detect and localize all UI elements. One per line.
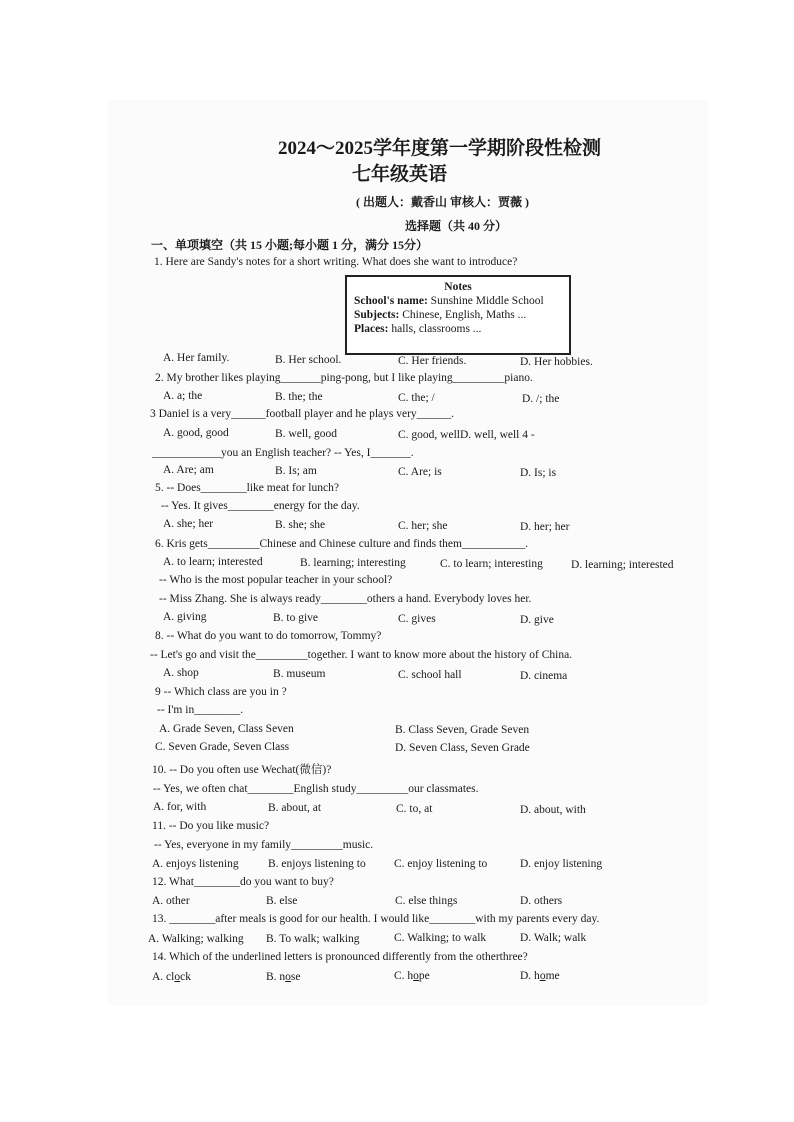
option-c-suffix: pe: [418, 970, 430, 982]
question-11-stem-1: 11. -- Do you like music?: [152, 820, 270, 832]
question-5-option-c: C. her; she: [398, 520, 448, 532]
question-14-option-d: [520, 970, 560, 982]
question-11-stem-2: -- Yes, everyone in my family_________music.: [154, 839, 374, 851]
exam-subtitle: 七年级英语: [352, 164, 448, 185]
question-10-stem-2: -- Yes, we often chat________English study_________our classmates.: [153, 783, 479, 795]
option-b-underlined-letter: o: [285, 971, 291, 983]
question-7-option-d: D. give: [520, 614, 554, 626]
exam-authors: ( 出题人：戴香山 审核人：贾薇 ): [356, 195, 529, 209]
question-12-option-d: D. others: [520, 895, 563, 907]
question-12-option-a: A. other: [152, 895, 190, 907]
question-6-stem: 6. Kris gets_________Chinese and Chinese culture and finds them___________.: [155, 538, 529, 550]
section-type: 选择题（共 40 分）: [405, 219, 508, 233]
question-2-option-b: B. the; the: [275, 391, 323, 403]
question-8-option-b: B. museum: [273, 668, 326, 680]
question-9-option-d: D. Seven Class, Seven Grade: [395, 742, 530, 754]
question-8-stem-2: -- Let's go and visit the_________together. I want to know more about the history of China.: [150, 649, 573, 661]
question-14-option-c: [394, 970, 430, 982]
question-14-option-b: [266, 971, 301, 983]
question-2-option-c: C. the; /: [398, 392, 435, 404]
question-11-option-c: C. enjoy listening to: [394, 858, 488, 870]
question-5-option-a: A. she; her: [163, 518, 214, 530]
question-10-stem-1: 10. -- Do you often use Wechat(微信)?: [152, 764, 332, 776]
notes-subjects-label: Subjects:: [354, 309, 400, 321]
question-3-option-b: B. well, good: [275, 428, 337, 440]
question-12-option-c: C. else things: [395, 895, 458, 907]
question-11-option-a: A. enjoys listening: [152, 858, 239, 870]
question-6-option-c: C. to learn; interesting: [440, 558, 543, 570]
question-1-stem: 1. Here are Sandy's notes for a short writing. What does she want to introduce?: [154, 256, 518, 268]
option-c-prefix: C. h: [394, 970, 414, 982]
option-a-suffix: ck: [180, 971, 191, 983]
question-13-stem: 13. ________after meals is good for our health. I would like________with my parents every day.: [152, 913, 600, 925]
question-1-option-a: A. Her family.: [163, 352, 230, 364]
question-14-stem: 14. Which of the underlined letters is pronounced differently from the otherthree?: [152, 951, 528, 963]
option-b-prefix: B. n: [266, 971, 286, 983]
question-1-option-c: C. Her friends.: [398, 355, 467, 367]
question-4-option-b: B. Is; am: [275, 465, 317, 477]
question-12-stem: 12. What________do you want to buy?: [152, 876, 334, 888]
question-7-option-b: B. to give: [273, 612, 319, 624]
question-4-stem: ____________you an English teacher? -- Yes, I_______.: [152, 447, 414, 459]
option-d-prefix: D. h: [520, 970, 540, 982]
question-9-stem-1: 9 -- Which class are you in ?: [155, 686, 287, 698]
question-8-option-a: A. shop: [163, 667, 199, 679]
question-7-option-c: C. gives: [398, 613, 436, 625]
question-9-option-c: C. Seven Grade, Seven Class: [155, 741, 290, 753]
notes-subjects-value: Chinese, English, Maths ...: [399, 309, 527, 321]
question-4-option-c: C. Are; is: [398, 466, 442, 478]
question-8-stem-1: 8. -- What do you want to do tomorrow, Tommy?: [155, 630, 382, 642]
question-8-option-c: C. school hall: [398, 669, 462, 681]
question-11-option-d: D. enjoy listening: [520, 858, 603, 870]
question-10-option-c: C. to, at: [396, 803, 433, 815]
question-13-option-a: A. Walking; walking: [148, 933, 244, 945]
question-14-option-a: [152, 971, 191, 983]
option-b-suffix: se: [290, 971, 301, 983]
option-a-prefix: A. cl: [152, 971, 175, 983]
question-2-option-d: D. /; the: [522, 393, 560, 405]
option-a-underlined-letter: o: [174, 971, 181, 983]
question-3-option-a: A. good, good: [163, 427, 229, 439]
notes-title: Notes: [444, 281, 472, 293]
notes-places-row: [354, 323, 569, 335]
notes-school-value: Sunshine Middle School: [427, 295, 544, 307]
question-11-option-b: B. enjoys listening to: [268, 858, 366, 870]
question-13-option-d: D. Walk; walk: [520, 932, 587, 944]
section-title: 一、单项填空（共 15 小题;每小题 1 分，满分 15分）: [151, 238, 428, 252]
notes-school-label: School's name:: [354, 295, 428, 307]
question-6-option-a: A. to learn; interested: [163, 556, 263, 568]
question-6-option-d: D. learning; interested: [571, 559, 674, 571]
question-7-option-a: A. giving: [163, 611, 207, 623]
question-5-option-d: D. her; her: [520, 521, 570, 533]
question-1-option-b: B. Her school.: [275, 354, 342, 366]
question-4-option-a: A. Are; am: [163, 464, 214, 476]
question-2-stem: 2. My brother likes playing_______ping-pong, but I like playing_________piano.: [155, 372, 533, 384]
question-9-option-a: A. Grade Seven, Class Seven: [159, 723, 294, 735]
question-3-option-c: C. good, wellD. well, well 4 -: [398, 429, 535, 441]
question-5-stem-1: 5. -- Does________like meat for lunch?: [155, 482, 339, 494]
question-10-option-b: B. about, at: [268, 802, 322, 814]
question-7-stem-1: -- Who is the most popular teacher in your school?: [159, 574, 393, 586]
question-10-option-d: D. about, with: [520, 804, 586, 816]
notes-subjects-row: [354, 309, 569, 321]
question-8-option-d: D. cinema: [520, 670, 568, 682]
question-5-stem-2: -- Yes. It gives________energy for the day.: [161, 500, 360, 512]
question-4-option-d: D. Is; is: [520, 467, 557, 479]
notes-school-row: [354, 295, 569, 307]
question-13-option-b: B. To walk; walking: [266, 933, 360, 945]
question-3-stem: 3 Daniel is a very______football player and he plays very______.: [150, 408, 455, 420]
question-5-option-b: B. she; she: [275, 519, 326, 531]
question-6-option-b: B. learning; interesting: [300, 557, 406, 569]
question-13-option-c: C. Walking; to walk: [394, 932, 487, 944]
option-d-underlined-letter: o: [539, 970, 546, 982]
question-9-option-b: B. Class Seven, Grade Seven: [395, 724, 530, 736]
option-d-suffix: me: [545, 970, 560, 982]
question-10-option-a: A. for, with: [153, 801, 207, 813]
option-c-underlined-letter: o: [413, 970, 419, 982]
notes-places-value: halls, classrooms ...: [388, 323, 482, 335]
question-2-option-a: A. a; the: [163, 390, 203, 402]
notes-places-label: Places:: [354, 323, 389, 335]
notes-box: [345, 275, 571, 355]
exam-title: 2024～2025学年度第一学期阶段性检测: [278, 138, 602, 159]
question-12-option-b: B. else: [266, 895, 298, 907]
question-7-stem-2: -- Miss Zhang. She is always ready________others a hand. Everybody loves her.: [159, 593, 532, 605]
question-1-option-d: D. Her hobbies.: [520, 356, 593, 368]
question-9-stem-2: -- I'm in________.: [157, 704, 244, 716]
